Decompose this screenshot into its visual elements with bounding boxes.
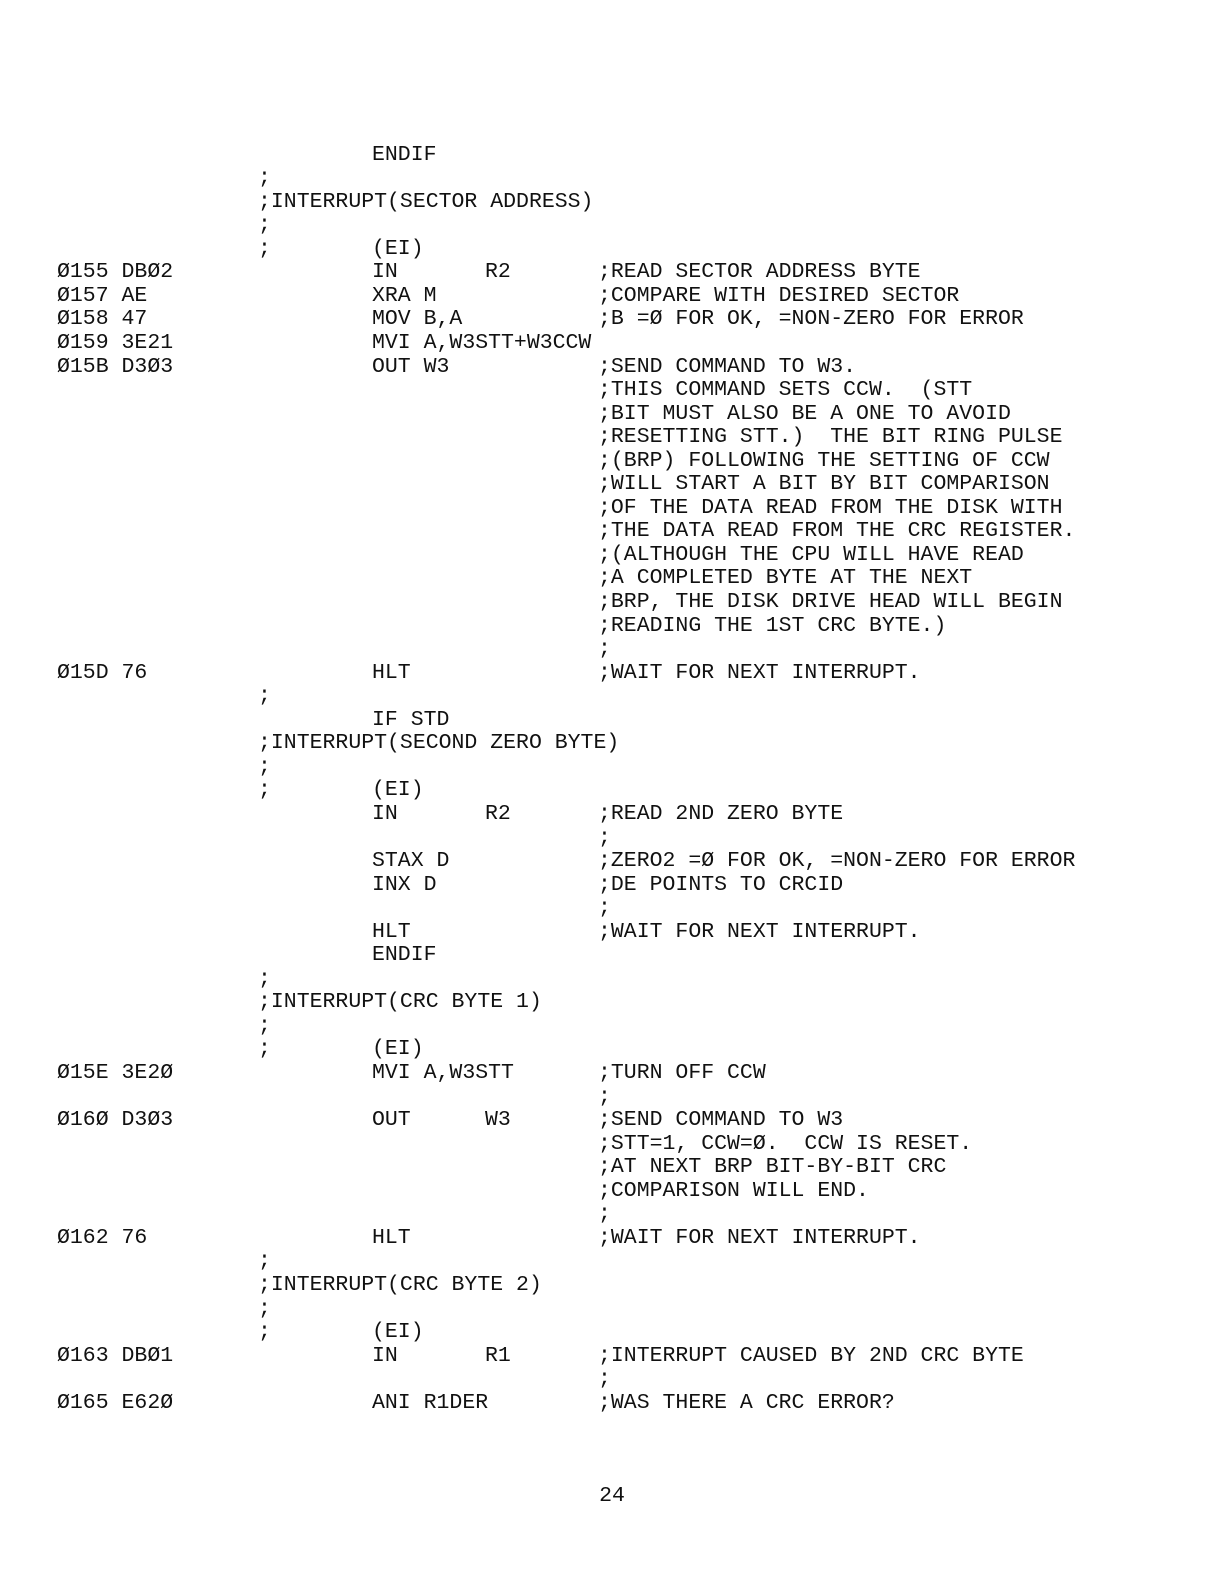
line-instruction: HLT <box>372 919 411 944</box>
line-instruction: HLT <box>372 1225 411 1250</box>
line-comment: ;READ SECTOR ADDRESS BYTE <box>598 260 921 285</box>
line-address: Ø155 DBØ2 <box>57 260 174 285</box>
line-address: Ø16Ø D3Ø3 <box>57 1108 174 1133</box>
line-marker: ; <box>258 1037 271 1062</box>
line-comment: ;BRP, THE DISK DRIVE HEAD WILL BEGIN <box>598 590 1063 614</box>
line-instruction: IF STD <box>372 707 450 732</box>
line-comment: ;READ 2ND ZERO BYTE <box>598 801 844 826</box>
line-marker: ; <box>258 754 271 779</box>
line-instruction: IN <box>372 801 398 826</box>
line-address: Ø159 3E21 <box>57 330 174 355</box>
line-comment: ;TURN OFF CCW <box>598 1061 766 1085</box>
line-comment: ; <box>598 896 611 921</box>
line-instruction: STAX D <box>372 849 450 873</box>
line-instruction: HLT <box>372 660 411 685</box>
line-address: Ø157 AE <box>57 283 148 308</box>
line-instruction: ANI R1DER <box>372 1390 489 1415</box>
line-comment: ;(ALTHOUGH THE CPU WILL HAVE READ <box>598 542 1024 567</box>
line-address: Ø15D 76 <box>57 660 148 685</box>
line-marker: ; <box>258 213 271 238</box>
line-address: Ø165 E62Ø <box>57 1390 174 1415</box>
line-instruction: (EI) <box>372 778 424 803</box>
line-address: Ø158 47 <box>57 307 148 332</box>
line-instruction: MVI A,W3STT <box>372 1061 514 1085</box>
line-comment: ;INTERRUPT CAUSED BY 2ND CRC BYTE <box>598 1343 1024 1368</box>
line-instruction: OUT W3 <box>372 354 450 379</box>
line-comment: ;(BRP) FOLLOWING THE SETTING OF CCW <box>598 448 1050 473</box>
line-comment: ;B =Ø FOR OK, =NON-ZERO FOR ERROR <box>598 307 1024 332</box>
line-instruction: (EI) <box>372 1037 424 1062</box>
line-comment: ;SEND COMMAND TO W3. <box>598 354 857 379</box>
line-comment: ;OF THE DATA READ FROM THE DISK WITH <box>598 495 1063 520</box>
page-number: 24 <box>599 1484 625 1508</box>
line-comment: ;COMPARISON WILL END. <box>598 1178 869 1203</box>
line-instruction: MVI A,W3STT+W3CCW <box>372 330 592 355</box>
line-comment: ; <box>598 637 611 661</box>
line-operand: W3 <box>485 1108 511 1133</box>
line-marker: ; <box>258 684 271 709</box>
line-marker: ; <box>258 778 271 803</box>
line-comment: ;ZERO2 =Ø FOR OK, =NON-ZERO FOR ERROR <box>598 849 1076 873</box>
line-marker: ;INTERRUPT(SECOND ZERO BYTE) <box>258 731 620 756</box>
line-marker: ;INTERRUPT(CRC BYTE 2) <box>258 1272 542 1297</box>
line-address: Ø162 76 <box>57 1225 148 1250</box>
line-operand: R1 <box>485 1343 511 1368</box>
line-comment: ;A COMPLETED BYTE AT THE NEXT <box>598 566 973 591</box>
line-comment: ;DE POINTS TO CRCID <box>598 872 844 897</box>
line-comment: ; <box>598 1084 611 1109</box>
line-marker: ;INTERRUPT(CRC BYTE 1) <box>258 990 542 1015</box>
line-instruction: XRA M <box>372 283 437 308</box>
line-instruction: IN <box>372 1343 398 1368</box>
line-comment: ;WAIT FOR NEXT INTERRUPT. <box>598 660 921 685</box>
line-comment: ;READING THE 1ST CRC BYTE.) <box>598 613 947 638</box>
line-marker: ; <box>258 1296 271 1321</box>
line-comment: ;SEND COMMAND TO W3 <box>598 1108 844 1133</box>
line-instruction: ENDIF <box>372 943 437 968</box>
line-instruction: (EI) <box>372 236 424 261</box>
line-instruction: INX D <box>372 872 437 897</box>
line-comment: ;THE DATA READ FROM THE CRC REGISTER. <box>598 519 1076 544</box>
line-marker: ; <box>258 1249 271 1274</box>
line-comment: ;STT=1, CCW=Ø. CCW IS RESET. <box>598 1131 973 1156</box>
line-comment: ; <box>598 1367 611 1392</box>
line-instruction: (EI) <box>372 1320 424 1344</box>
line-marker: ; <box>258 236 271 261</box>
line-comment: ;AT NEXT BRP BIT-BY-BIT CRC <box>598 1155 947 1180</box>
line-marker: ; <box>258 166 271 191</box>
line-instruction: ENDIF <box>372 142 437 167</box>
line-marker: ;INTERRUPT(SECTOR ADDRESS) <box>258 189 594 214</box>
line-comment: ;THIS COMMAND SETS CCW. (STT <box>598 378 973 402</box>
line-comment: ;WAIT FOR NEXT INTERRUPT. <box>598 1225 921 1250</box>
line-instruction: IN <box>372 260 398 285</box>
line-marker: ; <box>258 1320 271 1344</box>
line-comment: ; <box>598 1202 611 1227</box>
line-comment: ;RESETTING STT.) THE BIT RING PULSE <box>598 425 1063 450</box>
line-marker: ; <box>258 966 271 991</box>
line-address: Ø163 DBØ1 <box>57 1343 174 1368</box>
line-comment: ;COMPARE WITH DESIRED SECTOR <box>598 283 960 308</box>
line-comment: ;WILL START A BIT BY BIT COMPARISON <box>598 472 1050 497</box>
line-operand: R2 <box>485 801 511 826</box>
line-comment: ;BIT MUST ALSO BE A ONE TO AVOID <box>598 401 1011 426</box>
line-comment: ;WAS THERE A CRC ERROR? <box>598 1390 895 1415</box>
line-address: Ø15B D3Ø3 <box>57 354 174 379</box>
line-marker: ; <box>258 1013 271 1038</box>
line-comment: ; <box>598 825 611 850</box>
line-comment: ;WAIT FOR NEXT INTERRUPT. <box>598 919 921 944</box>
line-operand: R2 <box>485 260 511 285</box>
line-address: Ø15E 3E2Ø <box>57 1061 174 1085</box>
line-instruction: OUT <box>372 1108 411 1133</box>
line-instruction: MOV B,A <box>372 307 463 332</box>
